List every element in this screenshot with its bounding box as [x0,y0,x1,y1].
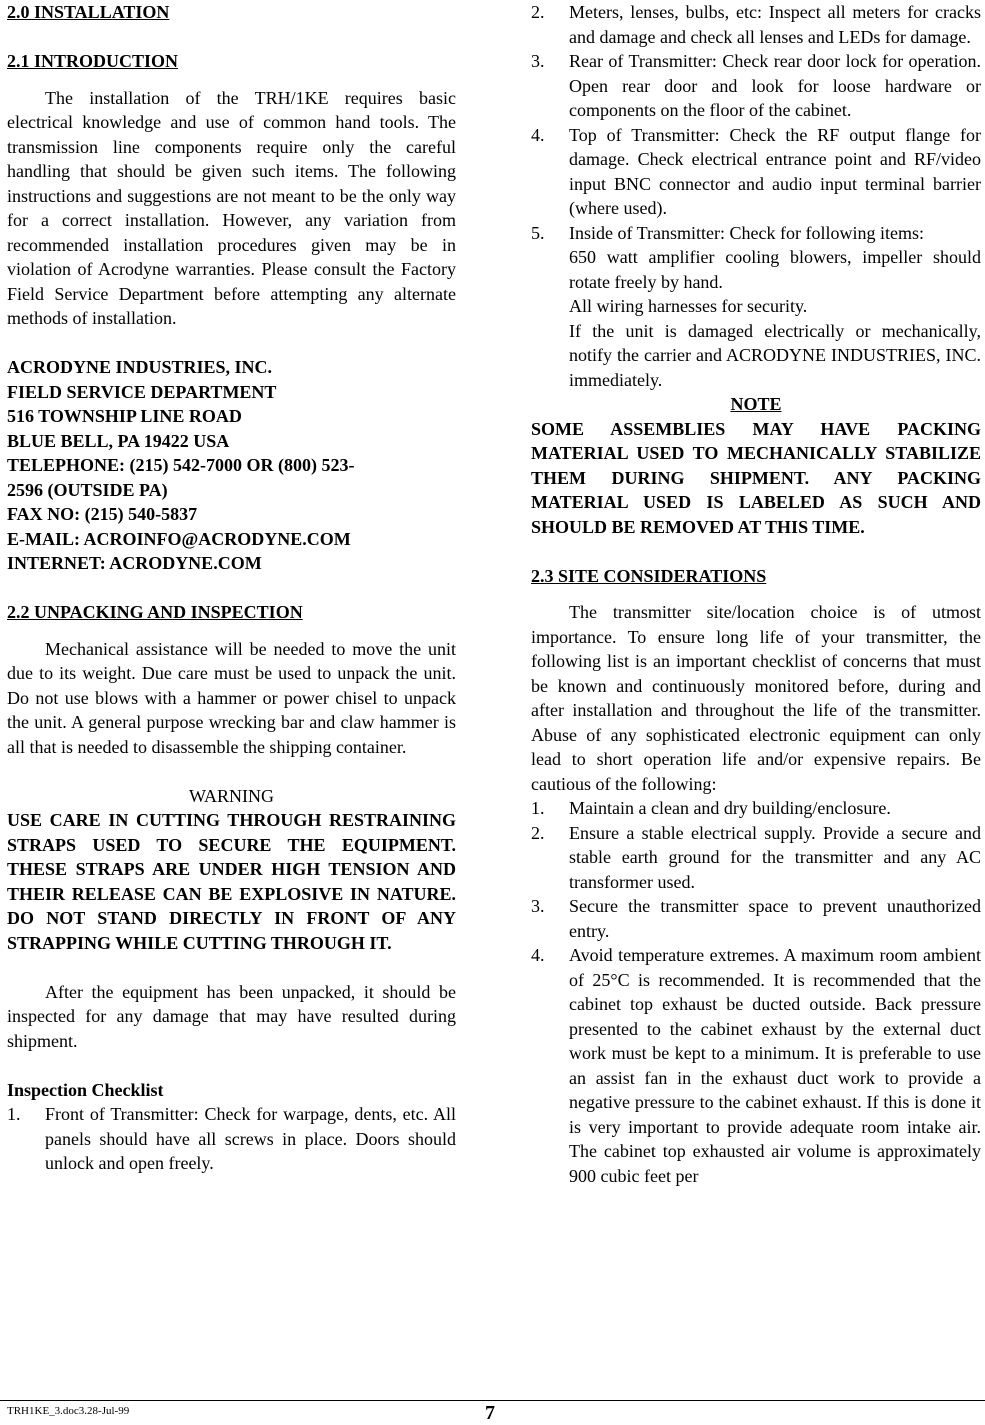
list-number: 3. [531,896,545,916]
note-title: NOTE [730,394,782,414]
list-item [531,0,981,49]
address-line: INTERNET: ACRODYNE.COM [7,553,262,573]
list-number: 5. [531,222,545,243]
list-text: Ensure a stable electrical supply. Provide a secure and stable earth ground for the transmitter and any AC transformer used. [569,822,981,892]
list-text: Top of Transmitter: Check the RF output flange for damage. Check electrical entrance point and RF/video input BNC connector and audio input terminal barrier (where used). [569,124,981,218]
address-line: 516 TOWNSHIP LINE ROAD [7,406,242,426]
list-number: 1. [531,798,545,818]
address-line: FAX NO: (215) 540-5837 [7,504,198,524]
list-text: Meters, lenses, bulbs, etc: Inspect all meters for cracks and damage and check all lenses and LEDs for damage. [569,2,981,47]
section-heading-unpacking: 2.2 UNPACKING AND INSPECTION [7,602,303,622]
note-text: SOME ASSEMBLIES MAY HAVE PACKING MATERIAL USED TO MECHANICALLY STABILIZE THEM DURING SHIPMENT. ANY PACKING MATERIAL USED IS LABELED AS SUCH AND SHOULD BE REMOVED AT THIS TIME. [531,418,981,537]
list-item [531,221,981,246]
warning-title: WARNING [189,785,274,806]
address-line: FIELD SERVICE DEPARTMENT [7,381,277,402]
list-text: Inside of Transmitter: Check for following items: [569,222,924,243]
sub-item: 650 watt amplifier cooling blowers, impeller should rotate freely by hand. [569,247,981,292]
footer-rule [0,1400,985,1401]
list-number: 4. [531,124,545,145]
address-line: E-MAIL: ACROINFO@ACRODYNE.COM [7,528,351,549]
left-column [7,0,456,1176]
list-item [7,1102,456,1176]
after-unpack-paragraph: After the equipment has been unpacked, it should be inspected for any damage that may have resulted during shipment. [7,981,456,1051]
address-block [7,355,456,576]
site-paragraph: The transmitter site/location choice is of utmost importance. To ensure long life of your transmitter, the following list is an important checklist of concerns that must be known and continuously monitored before, during and after installation and throughout the life of the transmitter. Abuse of any sophisticated electronic equipment can only lead to short operation life and/or expensive repairs. Be cautious of the following: [531,602,981,794]
warning-text: USE CARE IN CUTTING THROUGH RESTRAINING STRAPS USED TO SECURE THE EQUIPMENT. THESE STRAPS ARE UNDER HIGH TENSION AND THEIR RELEASE CAN BE EXPLOSIVE IN NATURE. DO NOT STAND DIRECTLY IN FRONT OF ANY STRAPPING WHILE CUTTING THROUGH IT. [7,810,456,953]
list-text: Front of Transmitter: Check for warpage, dents, etc. All panels should have all screws in place. Doors should unlock and open freely. [45,1104,456,1173]
intro-paragraph: The installation of the TRH/1KE requires basic electrical knowledge and use of common hand tools. The transmission line components require only the careful handling that should be given such items. The following instructions and suggestions are not meant to be the only way for a correct installation. However, any variation from recommended installation procedures given may be in violation of Acrodyne warranties. Please consult the Factory Field Service Department before attempting any alternate methods of installation. [7,87,456,328]
list-item [531,123,981,221]
list-text: Secure the transmitter space to prevent unauthorized entry. [569,896,981,941]
list-text: Rear of Transmitter: Check rear door lock for operation. Open rear door and look for loose hardware or components on the floor of the cabinet. [569,51,981,120]
list-number: 4. [531,945,545,965]
list-item [531,49,981,123]
list-item [531,796,981,821]
section-heading-introduction: 2.1 INTRODUCTION [7,51,179,71]
section-heading-installation: 2.0 INSTALLATION [7,2,170,22]
address-line: TELEPHONE: (215) 542-7000 OR (800) 523- [7,455,355,475]
list-number: 1. [7,1104,21,1124]
address-line: ACRODYNE INDUSTRIES, INC. [7,357,273,377]
list-item [531,943,981,1188]
list-number: 2. [531,822,545,843]
section-heading-site: 2.3 SITE CONSIDERATIONS [531,565,767,586]
sub-item: All wiring harnesses for security. [569,296,808,316]
sub-item: If the unit is damaged electrically or mechanically, notify the carrier and ACRODYNE INDUSTRIES, INC. immediately. [569,320,981,390]
page-number: 7 [485,1402,495,1424]
address-line: BLUE BELL, PA 19422 USA [7,430,230,451]
right-column [531,0,981,1188]
list-number: 3. [531,51,545,71]
list-text: Avoid temperature extremes. A maximum room ambient of 25°C is recommended. It is recommended that the cabinet top exhaust be ducted outside. Back pressure presented to the cabinet exhaust by the external duct work must be kept to a minimum. It is preferable to use an assist fan in the exhaust duct work to provide a negative pressure to the cabinet exhaust. If this is done it is very important to provide adequate room intake air. The cabinet top exhausted air volume is approximately 900 cubic feet per [569,945,981,1186]
unpacking-paragraph: Mechanical assistance will be needed to move the unit due to its weight. Due care must be used to unpack the unit. Do not use blows with a hammer or power chisel to unpack the unit. A general purpose wrecking bar and claw hammer is all that is needed to disassemble the shipping container. [7,638,456,757]
footer-filename: TRH1KE_3.doc3.28-Jul-99 [7,1405,130,1417]
inspection-checklist-title: Inspection Checklist [7,1079,164,1100]
list-text: Maintain a clean and dry building/enclosure. [569,798,891,818]
address-line: 2596 (OUTSIDE PA) [7,479,168,500]
list-item [531,821,981,895]
list-number: 2. [531,2,545,22]
list-item [531,894,981,943]
